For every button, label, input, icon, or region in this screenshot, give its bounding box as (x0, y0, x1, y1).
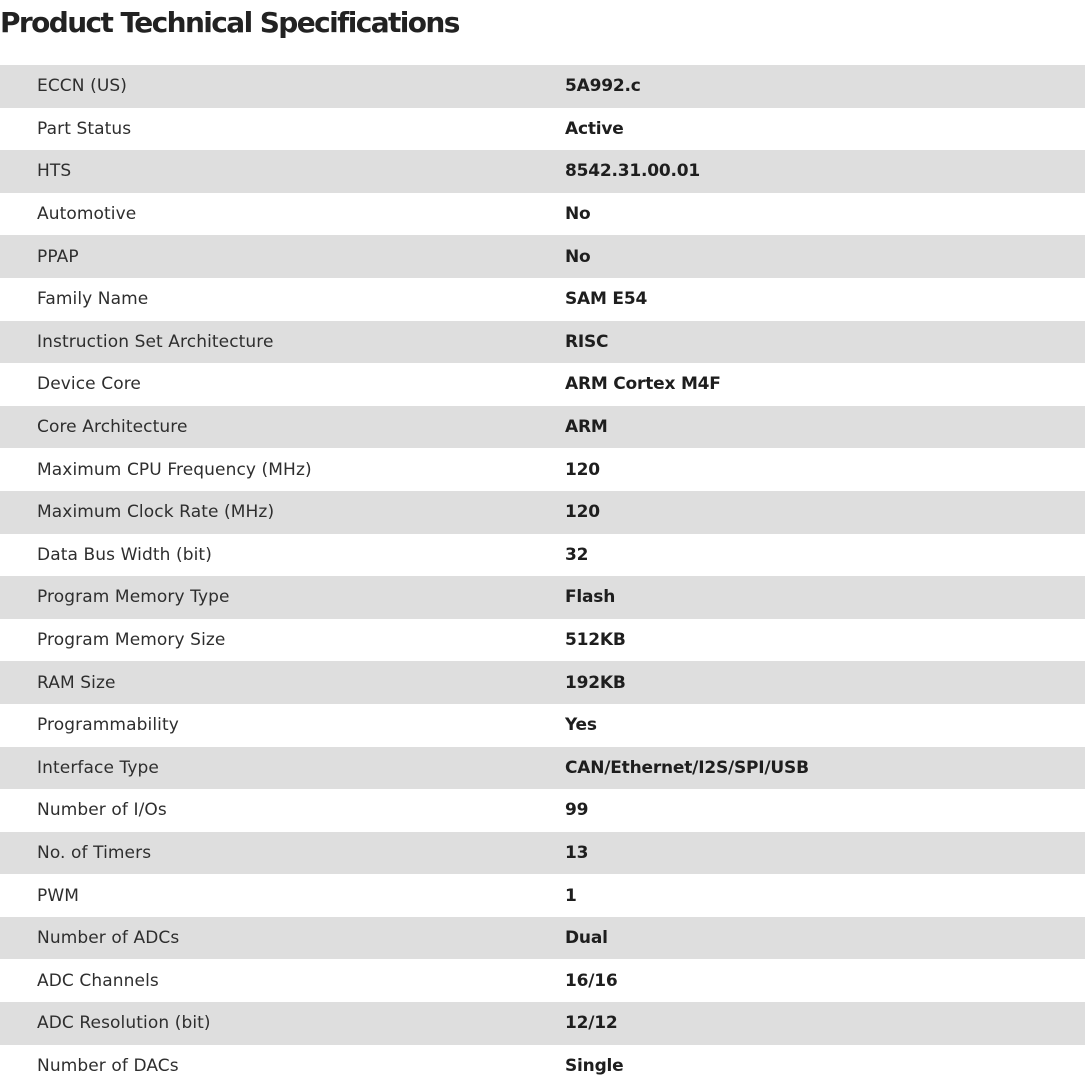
spec-value: 99 (565, 789, 1085, 832)
table-row (0, 1002, 1085, 1045)
spec-value: SAM E54 (565, 278, 1085, 321)
spec-name: Instruction Set Architecture (0, 321, 565, 364)
table-row (0, 363, 1085, 406)
page-title: Product Technical Specifications (0, 6, 459, 39)
table-row (0, 534, 1085, 577)
spec-name: Program Memory Type (0, 576, 565, 619)
spec-value: No (565, 193, 1085, 236)
table-row (0, 874, 1085, 917)
spec-name: No. of Timers (0, 832, 565, 875)
spec-name: HTS (0, 150, 565, 193)
spec-name: Part Status (0, 108, 565, 151)
spec-value: 120 (565, 491, 1085, 534)
table-row (0, 150, 1085, 193)
spec-value: Yes (565, 704, 1085, 747)
spec-value: Dual (565, 917, 1085, 960)
spec-name: Interface Type (0, 747, 565, 790)
spec-name: Programmability (0, 704, 565, 747)
spec-name: PWM (0, 874, 565, 917)
spec-name: Number of I/Os (0, 789, 565, 832)
spec-value: 512KB (565, 619, 1085, 662)
table-row (0, 321, 1085, 364)
table-row (0, 193, 1085, 236)
spec-name: ADC Resolution (bit) (0, 1002, 565, 1045)
spec-name: Maximum CPU Frequency (MHz) (0, 448, 565, 491)
spec-value: ARM (565, 406, 1085, 449)
specifications-table (0, 65, 1085, 1087)
table-row (0, 619, 1085, 662)
spec-name: Automotive (0, 193, 565, 236)
table-row (0, 448, 1085, 491)
table-row (0, 789, 1085, 832)
table-row (0, 278, 1085, 321)
table-row (0, 917, 1085, 960)
spec-value: RISC (565, 321, 1085, 364)
spec-name: Number of ADCs (0, 917, 565, 960)
spec-value: 16/16 (565, 959, 1085, 1002)
spec-value: 5A992.c (565, 65, 1085, 108)
table-row (0, 661, 1085, 704)
spec-value: 12/12 (565, 1002, 1085, 1045)
spec-name: Device Core (0, 363, 565, 406)
spec-value: 8542.31.00.01 (565, 150, 1085, 193)
table-row (0, 406, 1085, 449)
spec-name: Family Name (0, 278, 565, 321)
table-row (0, 576, 1085, 619)
spec-name: Data Bus Width (bit) (0, 534, 565, 577)
table-row (0, 235, 1085, 278)
spec-name: Number of DACs (0, 1045, 565, 1087)
table-row (0, 747, 1085, 790)
spec-value: 120 (565, 448, 1085, 491)
spec-value: ARM Cortex M4F (565, 363, 1085, 406)
spec-name: Maximum Clock Rate (MHz) (0, 491, 565, 534)
spec-value: 1 (565, 874, 1085, 917)
spec-value: 192KB (565, 661, 1085, 704)
table-row (0, 65, 1085, 108)
spec-value: 13 (565, 832, 1085, 875)
spec-value: Active (565, 108, 1085, 151)
spec-value: 32 (565, 534, 1085, 577)
table-row (0, 1045, 1085, 1087)
spec-name: RAM Size (0, 661, 565, 704)
table-row (0, 959, 1085, 1002)
spec-value: CAN/Ethernet/I2S/SPI/USB (565, 747, 1085, 790)
spec-name: ECCN (US) (0, 65, 565, 108)
spec-name: Core Architecture (0, 406, 565, 449)
table-row (0, 108, 1085, 151)
spec-value: Flash (565, 576, 1085, 619)
spec-value: Single (565, 1045, 1085, 1087)
table-row (0, 832, 1085, 875)
table-row (0, 704, 1085, 747)
spec-name: PPAP (0, 235, 565, 278)
spec-name: Program Memory Size (0, 619, 565, 662)
spec-value: No (565, 235, 1085, 278)
table-row (0, 491, 1085, 534)
spec-name: ADC Channels (0, 959, 565, 1002)
